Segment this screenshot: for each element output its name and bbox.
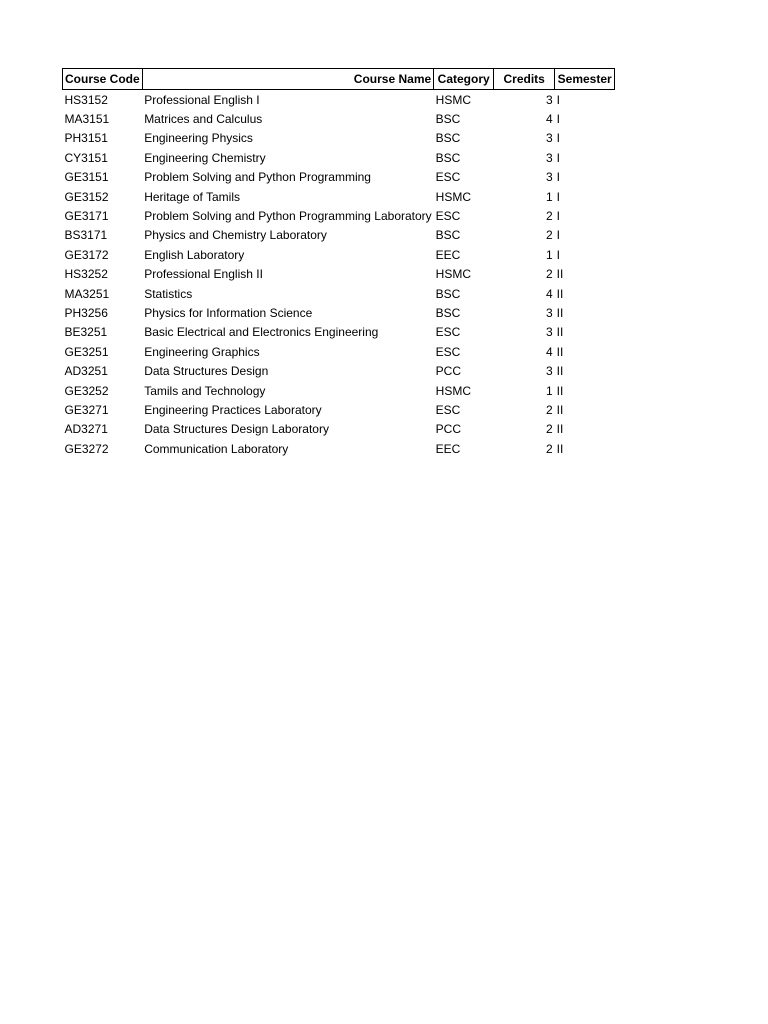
cell-semester[interactable]: I: [556, 209, 561, 224]
cell-semester[interactable]: II: [556, 267, 564, 282]
table-row: [63, 323, 615, 342]
cell-credits[interactable]: 4: [545, 286, 553, 301]
table-row: [63, 168, 615, 187]
cell-course-code[interactable]: GE3252: [64, 383, 109, 398]
cell-course-code[interactable]: PH3256: [64, 305, 108, 320]
cell-semester[interactable]: I: [556, 131, 561, 146]
table-row: [63, 245, 615, 264]
spreadsheet-sheet: [62, 68, 615, 458]
cell-category[interactable]: BSC: [435, 150, 461, 165]
cell-course-code[interactable]: GE3172: [64, 247, 109, 262]
cell-course-name[interactable]: Engineering Practices Laboratory: [144, 402, 322, 417]
cell-course-code[interactable]: BE3251: [64, 325, 108, 340]
header-course-name[interactable]: Course Name: [142, 69, 433, 90]
cell-course-name[interactable]: Heritage of Tamils: [144, 189, 241, 204]
cell-category[interactable]: PCC: [435, 422, 462, 437]
cell-credits[interactable]: 3: [545, 170, 553, 185]
cell-semester[interactable]: I: [556, 150, 561, 165]
cell-semester[interactable]: II: [556, 286, 564, 301]
cell-semester[interactable]: I: [556, 112, 561, 127]
cell-course-name[interactable]: Engineering Chemistry: [144, 150, 266, 165]
cell-credits[interactable]: 3: [545, 325, 553, 340]
cell-credits[interactable]: 3: [545, 92, 553, 107]
table-row: [63, 206, 615, 225]
cell-category[interactable]: BSC: [435, 286, 461, 301]
cell-category[interactable]: ESC: [435, 170, 461, 185]
cell-course-code[interactable]: AD3271: [64, 422, 108, 437]
cell-semester[interactable]: I: [556, 228, 561, 243]
cell-course-name[interactable]: Communication Laboratory: [144, 441, 289, 456]
cell-category[interactable]: BSC: [435, 112, 461, 127]
table-row: [63, 129, 615, 148]
table-row: [63, 400, 615, 419]
table-body: [63, 90, 615, 459]
header-semester[interactable]: Semester: [555, 69, 615, 90]
cell-semester[interactable]: I: [556, 92, 561, 107]
cell-credits[interactable]: 3: [545, 305, 553, 320]
cell-credits[interactable]: 1: [545, 189, 553, 204]
cell-credits[interactable]: 2: [545, 402, 553, 417]
table-row: [63, 361, 615, 380]
cell-category[interactable]: PCC: [435, 364, 462, 379]
cell-credits[interactable]: 4: [545, 344, 553, 359]
cell-semester[interactable]: II: [556, 422, 564, 437]
header-credits[interactable]: Credits: [494, 69, 555, 90]
cell-course-code[interactable]: AD3251: [64, 364, 108, 379]
cell-course-name[interactable]: Matrices and Calculus: [144, 112, 263, 127]
cell-semester[interactable]: II: [556, 402, 564, 417]
cell-semester[interactable]: II: [556, 383, 564, 398]
cell-credits[interactable]: 2: [545, 422, 553, 437]
cell-category[interactable]: HSMC: [435, 92, 472, 107]
cell-credits[interactable]: 4: [545, 112, 553, 127]
cell-course-name[interactable]: English Laboratory: [144, 247, 245, 262]
cell-credits[interactable]: 1: [545, 247, 553, 262]
cell-course-code[interactable]: GE3152: [64, 189, 109, 204]
cell-semester[interactable]: II: [556, 305, 564, 320]
table-row: [63, 109, 615, 128]
cell-course-code[interactable]: CY3151: [64, 150, 108, 165]
cell-credits[interactable]: 2: [545, 441, 553, 456]
cell-course-name[interactable]: Problem Solving and Python Programming: [144, 170, 371, 185]
table-row: [63, 342, 615, 361]
cell-semester[interactable]: I: [556, 247, 561, 262]
cell-credits[interactable]: 2: [545, 209, 553, 224]
cell-category[interactable]: HSMC: [435, 267, 472, 282]
table-row: [63, 439, 615, 458]
cell-course-name[interactable]: Professional English I: [144, 92, 260, 107]
cell-semester[interactable]: I: [556, 170, 561, 185]
cell-course-name[interactable]: Engineering Graphics: [144, 344, 260, 359]
table-row: [63, 148, 615, 167]
header-course-code[interactable]: Course Code: [63, 69, 143, 90]
cell-category[interactable]: EEC: [435, 441, 461, 456]
cell-credits[interactable]: 3: [545, 131, 553, 146]
cell-course-code[interactable]: GE3151: [64, 170, 109, 185]
cell-category[interactable]: ESC: [435, 344, 461, 359]
cell-credits[interactable]: 3: [545, 150, 553, 165]
table-row: [63, 265, 615, 284]
cell-credits[interactable]: 2: [545, 228, 553, 243]
header-category[interactable]: Category: [434, 69, 494, 90]
cell-course-name[interactable]: Engineering Physics: [144, 131, 253, 146]
cell-category[interactable]: ESC: [435, 402, 461, 417]
cell-course-name[interactable]: Physics and Chemistry Laboratory: [144, 228, 327, 243]
cell-course-code[interactable]: GE3251: [64, 344, 109, 359]
table-row: [63, 420, 615, 439]
cell-course-name[interactable]: Data Structures Design Laboratory: [144, 422, 329, 437]
cell-course-name[interactable]: Physics for Information Science: [144, 305, 313, 320]
cell-category[interactable]: HSMC: [435, 383, 472, 398]
cell-semester[interactable]: II: [556, 441, 564, 456]
cell-course-name[interactable]: Statistics: [144, 286, 193, 301]
table-row: [63, 187, 615, 206]
cell-category[interactable]: BSC: [435, 228, 461, 243]
cell-category[interactable]: BSC: [435, 305, 461, 320]
cell-course-name[interactable]: Data Structures Design: [144, 364, 269, 379]
cell-semester[interactable]: II: [556, 325, 564, 340]
cell-course-name[interactable]: Basic Electrical and Electronics Engineering: [144, 325, 379, 340]
cell-course-name[interactable]: Tamils and Technology: [144, 383, 266, 398]
cell-course-name[interactable]: Professional English II: [144, 267, 263, 282]
table-row: [63, 381, 615, 400]
cell-credits[interactable]: 3: [545, 364, 553, 379]
table-row: [63, 284, 615, 303]
table-row: [63, 90, 615, 110]
cell-course-code[interactable]: GE3271: [64, 402, 109, 417]
cell-semester[interactable]: II: [556, 364, 564, 379]
cell-semester[interactable]: I: [556, 189, 561, 204]
cell-category[interactable]: BSC: [435, 131, 461, 146]
table-row: [63, 303, 615, 322]
cell-credits[interactable]: 1: [545, 383, 553, 398]
cell-category[interactable]: HSMC: [435, 189, 472, 204]
cell-category[interactable]: ESC: [435, 209, 461, 224]
cell-course-code[interactable]: BS3171: [64, 228, 108, 243]
cell-course-code[interactable]: GE3171: [64, 209, 109, 224]
cell-course-code[interactable]: MA3251: [64, 286, 110, 301]
cell-course-name[interactable]: Problem Solving and Python Programming Laboratory: [144, 209, 432, 224]
course-table: [62, 68, 615, 458]
cell-course-code[interactable]: GE3272: [64, 441, 109, 456]
cell-course-code[interactable]: HS3252: [64, 267, 108, 282]
table-row: [63, 226, 615, 245]
cell-course-code[interactable]: PH3151: [64, 131, 108, 146]
cell-credits[interactable]: 2: [545, 267, 553, 282]
header-row: [63, 69, 615, 90]
cell-semester[interactable]: II: [556, 344, 564, 359]
cell-course-code[interactable]: MA3151: [64, 112, 110, 127]
cell-course-code[interactable]: HS3152: [64, 92, 108, 107]
cell-category[interactable]: EEC: [435, 247, 461, 262]
cell-category[interactable]: ESC: [435, 325, 461, 340]
